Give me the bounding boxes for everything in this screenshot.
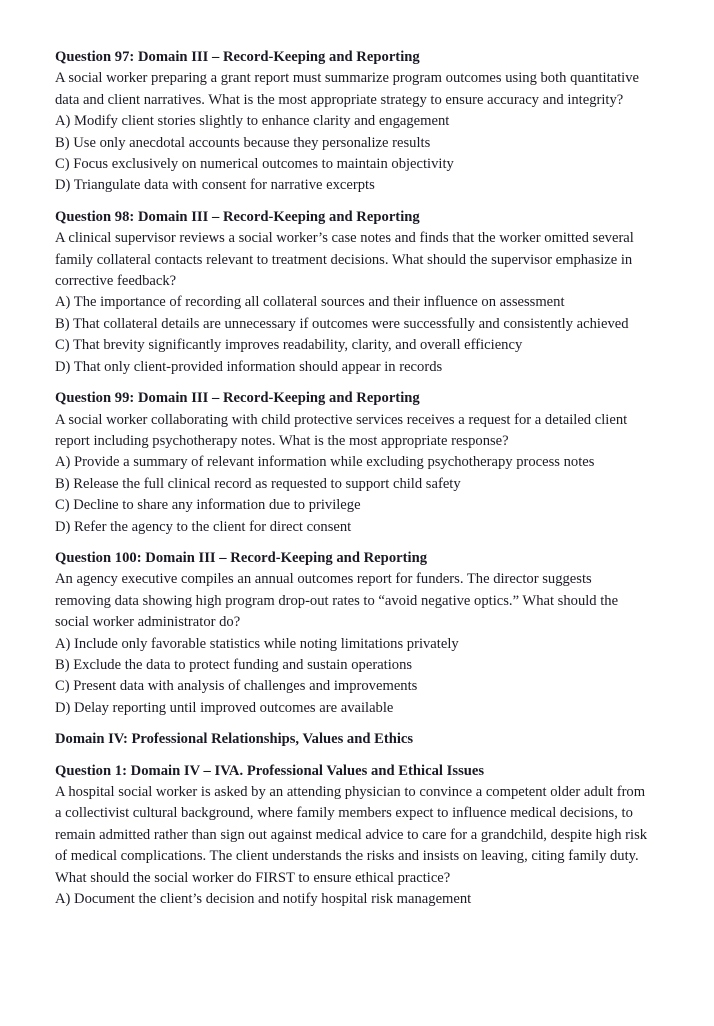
domain-section-heading: Domain IV: Professional Relationships, Values and Ethics [55, 731, 414, 748]
answer-option[interactable]: D) Refer the agency to the client for direct consent [55, 518, 352, 535]
answer-option[interactable]: B) Use only anecdotal accounts because they personalize results [55, 134, 431, 151]
answer-option[interactable]: B) Release the full clinical record as requested to support child safety [55, 475, 461, 492]
answer-options [55, 889, 650, 910]
answer-option[interactable]: C) Present data with analysis of challenges and improvements [55, 678, 418, 695]
answer-option[interactable]: D) That only client-provided information should appear in records [55, 358, 443, 375]
question-stem: A hospital social worker is asked by an attending physician to convince a competent older adult from a collectivist cultural background, where family members expect to influence medical decisions, to remain admitted rather than sign out against medical advice to care for a grandchild, despite high risk of medical complications. The client understands the risks and insists on leaving, citing family duty. What should the social worker do FIRST to ensure ethical practice? [55, 784, 648, 886]
answer-option[interactable]: B) Exclude the data to protect funding and sustain operations [55, 656, 413, 673]
question-stem: A social worker preparing a grant report must summarize program outcomes using both quantitative data and client narratives. What is the most appropriate strategy to ensure accuracy and integrity? [55, 70, 639, 108]
answer-option[interactable]: C) That brevity significantly improves readability, clarity, and overall efficiency [55, 337, 523, 354]
answer-option[interactable]: C) Focus exclusively on numerical outcomes to maintain objectivity [55, 156, 454, 173]
question-block [55, 207, 650, 378]
answer-options [55, 111, 650, 197]
question-heading: Question 97: Domain III – Record-Keeping and Reporting [55, 49, 420, 65]
question-heading: Question 98: Domain III – Record-Keeping and Reporting [55, 208, 420, 225]
question-stem: An agency executive compiles an annual outcomes report for funders. The director suggests removing data showing high program drop-out rates to “avoid negative optics.” What should the social worker administrator do? [55, 571, 619, 631]
answer-option[interactable]: A) Modify client stories slightly to enhance clarity and engagement [55, 113, 450, 130]
answer-options [55, 452, 650, 538]
document-content [55, 47, 650, 910]
question-heading: Question 99: Domain III – Record-Keeping and Reporting [55, 390, 420, 407]
question-block [55, 548, 650, 719]
answer-option[interactable]: A) Document the client’s decision and notify hospital risk management [55, 891, 472, 908]
question-heading: Question 100: Domain III – Record-Keeping and Reporting [55, 549, 428, 566]
question-stem: A social worker collaborating with child protective services receives a request for a detailed client report including psychotherapy notes. What is the most appropriate response? [55, 411, 628, 449]
question-block [55, 761, 650, 911]
question-stem: A clinical supervisor reviews a social worker’s case notes and finds that the worker omitted several family collateral contacts relevant to treatment decisions. What should the supervisor emphasize in corrective feedback? [55, 230, 634, 290]
answer-option[interactable]: A) Provide a summary of relevant information while excluding psychotherapy process notes [55, 454, 595, 471]
answer-option[interactable]: B) That collateral details are unnecessary if outcomes were successfully and consistently achieved [55, 315, 629, 332]
answer-option[interactable]: D) Triangulate data with consent for narrative excerpts [55, 177, 375, 194]
question-block [55, 388, 650, 538]
question-heading: Question 1: Domain IV – IVA. Professional Values and Ethical Issues [55, 762, 485, 779]
answer-options [55, 634, 650, 720]
question-block [55, 47, 650, 197]
answer-option[interactable]: C) Decline to share any information due to privilege [55, 497, 361, 514]
answer-options [55, 292, 650, 378]
answer-option[interactable]: D) Delay reporting until improved outcomes are available [55, 699, 394, 716]
answer-option[interactable]: A) Include only favorable statistics while noting limitations privately [55, 635, 459, 652]
answer-option[interactable]: A) The importance of recording all collateral sources and their influence on assessment [55, 294, 565, 311]
